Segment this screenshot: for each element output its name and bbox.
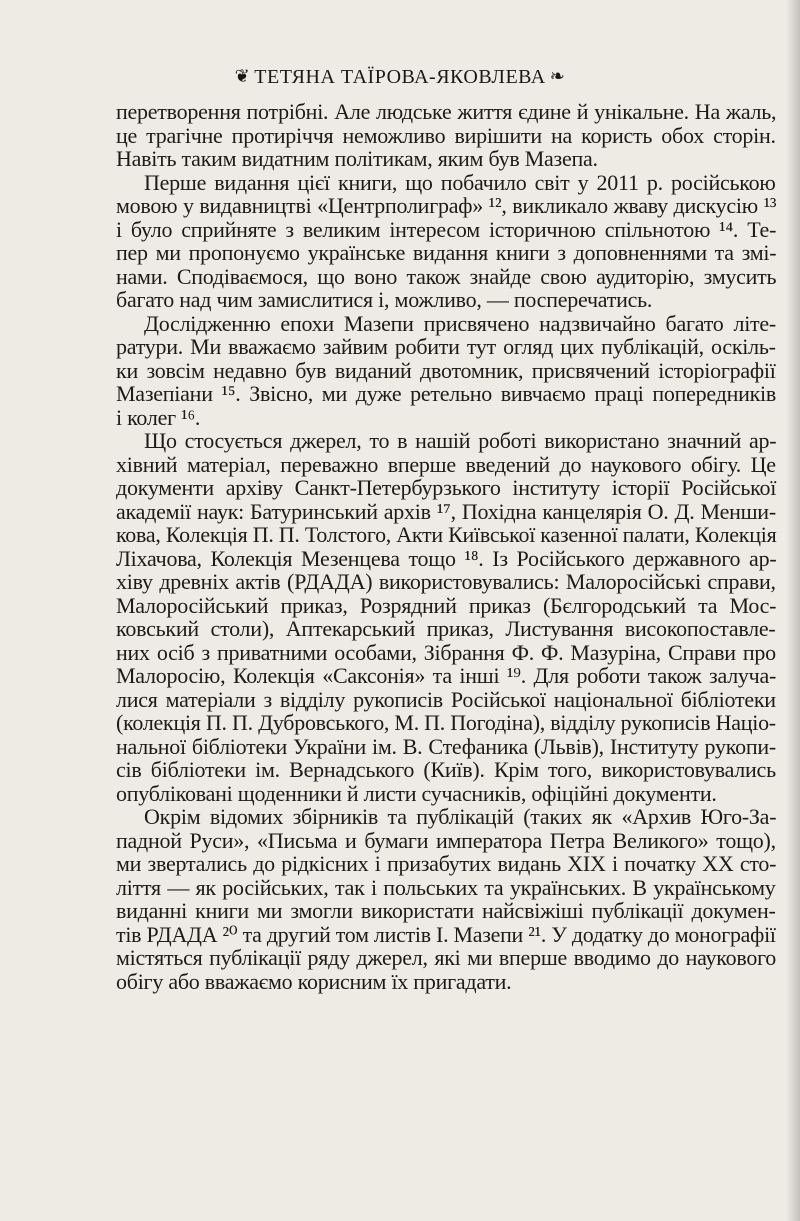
text-line: хівний матеріал, переважно вперше введений до наукового обігу. Це (116, 451, 776, 477)
text-line: і колег ¹⁶. (116, 404, 201, 430)
paragraph (116, 805, 776, 993)
text-line: академії наук: Батуринський архів ¹⁷, Похідна канцелярія О. Д. Менши- (116, 498, 776, 524)
paragraph (116, 429, 776, 805)
text-line: обігу або вважаємо корисним їх пригадати. (116, 968, 512, 994)
text-line: ки зовсім недавно був виданий двотомник, присвячений історіографії (116, 357, 776, 383)
text-line: (колекція П. П. Дубровського, М. П. Погодіна), відділу рукописів Націо- (116, 710, 776, 735)
text-line: лися матеріали з відділу рукописів Російської національної бібліотеки (116, 686, 776, 712)
text-line: Що стосується джерел, то в нашій роботі використано значний ар- (144, 428, 777, 453)
text-line: падной Руси», «Письма и бумаги императора Петра Великого» тощо), (116, 827, 776, 853)
body-text (116, 100, 776, 993)
text-line: опубліковані щоденники й листи сучасників, офіційні документи. (116, 780, 717, 806)
paragraph (116, 312, 776, 430)
paragraph (116, 100, 776, 171)
text-line: пер ми пропонуємо українське видання книги з доповненнями та змі- (116, 240, 777, 265)
text-line: Малоросійський приказ, Розрядний приказ (Бєлгородський та Мос- (116, 592, 777, 618)
text-line: ратури. Ми вважаємо зайвим робити тут огляд цих публікацій, оскіль- (116, 334, 776, 359)
text-line: Перше видання цієї книги, що побачило світ у 2011 р. російською (144, 169, 776, 195)
running-head-title: ТЕТЯНА ТАЇРОВА-ЯКОВЛЕВА (254, 66, 546, 88)
text-line: ліття — як російських, так і польських та українських. В українському (116, 874, 776, 900)
ornament-left-icon: ❦ (234, 66, 251, 86)
text-line: містяться публікації ряду джерел, які ми вперше вводимо до наукового (116, 945, 777, 970)
text-line: ми звертались до рідкісних і призабутих видань XIX і початку XX сто- (116, 851, 777, 876)
running-head (0, 66, 800, 89)
text-line: Малоросію, Колекція «Саксонія» та інші ¹⁹. Для роботи також залуча- (116, 663, 777, 688)
text-line: Навіть таким видатним політикам, яким був Мазепа. (116, 146, 598, 171)
text-line: сів бібліотеки ім. Вернадського (Київ). Крім того, використовувались (116, 757, 776, 782)
text-line: Ліхачова, Колекція Мезенцева тощо ¹⁸. Із Російського державного ар- (116, 545, 777, 571)
text-line: нами. Сподіваємося, що воно також знайде свою аудиторію, змусить (116, 263, 777, 289)
text-line: хіву древніх актів (РДАДА) використовувались: Малоросійські справи, (116, 569, 776, 594)
text-line: них осіб з приватними особами, Зібрання Ф. Ф. Мазуріна, Справи про (116, 639, 776, 665)
text-line: багато над чим замислитися і, можливо, — посперечатись. (116, 287, 653, 312)
text-line: ковський столи), Аптекарський приказ, Листування високопоставле- (116, 616, 776, 641)
text-line: Дослідженню епохи Мазепи присвячено надзвичайно багато літе- (144, 310, 777, 336)
text-line: нальної бібліотеки України ім. В. Стефаника (Львів), Інституту рукопи- (116, 733, 776, 759)
paragraph (116, 171, 776, 312)
text-line: документи архіву Санкт-Петербурзького інституту історії Російської (116, 475, 777, 500)
text-line: і було сприйняте з великим інтересом історичною спільнотою ¹⁴. Те- (116, 216, 777, 242)
page-edge-shadow (786, 0, 800, 1221)
text-line: це трагічне протиріччя неможливо вирішити на користь обох сторін. (116, 122, 776, 148)
text-line: виданні книги ми змогли використати найсвіжіші публікації докумен- (116, 898, 776, 923)
text-line: Мазепіани ¹⁵. Звісно, ми дуже ретельно вивчаємо праці попередників (116, 381, 777, 406)
text-line: кова, Колекція П. П. Толстого, Акти Київської казенної палати, Колекція (116, 522, 777, 547)
text-line: мовою у видавництві «Центрполиграф» ¹², викликало жваву дискусію ¹³ (116, 193, 777, 218)
text-line: тів РДАДА ²⁰ та другий том листів І. Мазепи ²¹. У додатку до монографії (116, 921, 776, 947)
text-line: Окрім відомих збірників та публікацій (таких як «Архив Юго-За- (144, 804, 777, 829)
text-line: перетворення потрібні. Але людське життя єдине й унікальне. На жаль, (116, 99, 777, 124)
ornament-right-icon: ❧ (549, 66, 566, 86)
